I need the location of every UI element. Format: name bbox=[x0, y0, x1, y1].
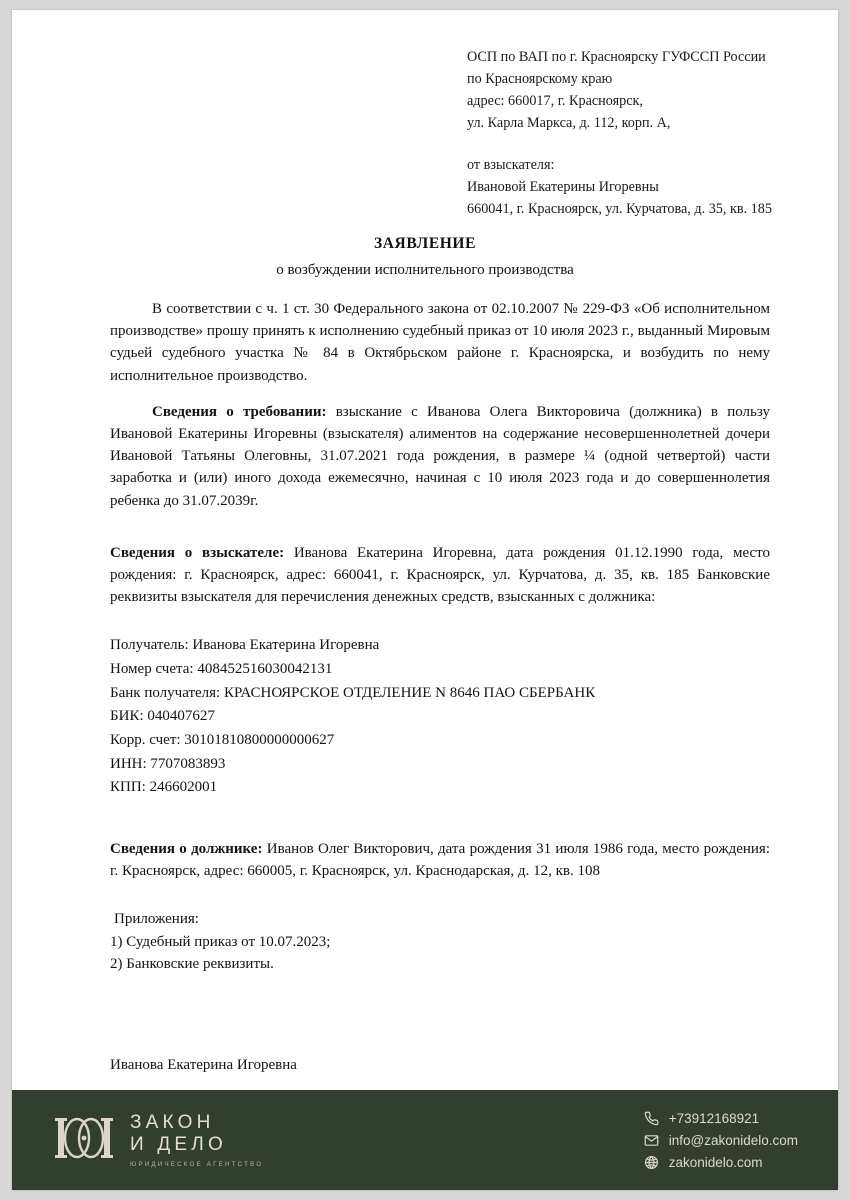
brand-tagline: ЮРИДИЧЕСКОЕ АГЕНТСТВО bbox=[130, 1161, 264, 1169]
spacer-before-attachments bbox=[110, 882, 770, 908]
debtor-text: Иванов Олег Викторович, дата рождения 31 июля 1986 года, место рождения: г. Красноярск, адрес: 660005, г. Красноярск, ул. Краснодарская, д. 12, кв. 108 bbox=[110, 841, 770, 880]
bank-detail-corr-account: Корр. счет: 30101810800000000627 bbox=[110, 732, 335, 748]
claimant-text: Иванова Екатерина Игоревна, дата рождения 01.12.1990 года, место рождения: г. Красноярск, адрес: 660041, г. Красноярск, ул. Курчатова, д. 35, кв. 185 Банковские реквизиты взыскателя для перечисления денежных средств, взысканных с должника: bbox=[110, 544, 770, 606]
spacer-before-claimant bbox=[110, 526, 770, 542]
bank-detail-account: Номер счета: 408452516030042131 bbox=[110, 660, 333, 677]
claim-lead: Сведения о требовании: bbox=[152, 403, 327, 420]
addressee-line-2: по Красноярскому краю bbox=[467, 71, 613, 87]
page-subtitle: о возбуждении исполнительного производства bbox=[276, 262, 574, 278]
debtor-lead: Сведения о должнике: bbox=[110, 841, 263, 858]
claimant-lead: Сведения о взыскателе: bbox=[110, 544, 285, 561]
sender-label: от взыскателя: bbox=[467, 157, 555, 173]
globe-icon bbox=[643, 1154, 660, 1171]
addressee-line-4: ул. Карла Маркса, д. 112, корп. А, bbox=[467, 115, 671, 131]
document-body bbox=[12, 10, 838, 1090]
bank-details-list bbox=[110, 634, 770, 800]
addressee-line-1: ОСП по ВАП по г. Красноярску ГУФССП России bbox=[467, 49, 766, 65]
brand-line-2: И ДЕЛО bbox=[130, 1134, 227, 1155]
claim-text: взыскание с Иванова Олега Викторовича (должника) в пользу Ивановой Екатерины Игоревны (взыскателя) алиментов на содержание несовершеннолетней дочери Ивановой Татьяны Олеговны, 31.07.2021 года рождения, в размере ¼ (одной четвертой) части заработка и (или) иного дохода ежемесячно, начиная с 10 июля 2023 года и до совершеннолетия ребенка до 31.07.2039г. bbox=[110, 403, 770, 509]
contact-phone[interactable] bbox=[643, 1110, 798, 1127]
attachments-heading: Приложения: bbox=[114, 911, 199, 928]
spacer-before-bank bbox=[110, 608, 770, 634]
contact-website[interactable] bbox=[643, 1154, 798, 1171]
sender-name: Ивановой Екатерины Игоревны bbox=[467, 179, 659, 195]
attachments-block bbox=[110, 908, 770, 976]
bank-detail-kpp: КПП: 246602001 bbox=[110, 779, 218, 796]
contact-phone-value: +73912168921 bbox=[668, 1110, 760, 1126]
sender-address: 660041, г. Красноярск, ул. Курчатова, д. 35, кв. 185 bbox=[467, 201, 772, 217]
contact-website-value: zakonidelo.com bbox=[668, 1154, 763, 1170]
addressee-line-3: адрес: 660017, г. Красноярск, bbox=[467, 93, 643, 109]
contact-email[interactable] bbox=[643, 1132, 798, 1149]
title-block bbox=[12, 235, 838, 279]
brand-line-1: ЗАКОН bbox=[130, 1111, 215, 1133]
envelope-icon bbox=[643, 1132, 660, 1149]
bank-detail-bik: БИК: 040407627 bbox=[110, 708, 215, 725]
spacer-before-signature bbox=[110, 976, 770, 1054]
page-footer bbox=[12, 1090, 838, 1190]
paragraph-claim bbox=[110, 401, 770, 512]
paragraph-debtor bbox=[110, 838, 770, 882]
attachment-item-2: 2) Банковские реквизиты. bbox=[110, 956, 274, 973]
contacts-block bbox=[643, 1110, 798, 1171]
attachment-item-1: 1) Судебный приказ от 10.07.2023; bbox=[110, 933, 331, 950]
paragraph-claimant bbox=[110, 542, 770, 609]
bank-detail-recipient: Получатель: Иванова Екатерина Игоревна bbox=[110, 637, 380, 654]
bank-detail-bank-name: Банк получателя: КРАСНОЯРСКОЕ ОТДЕЛЕНИЕ N 8646 ПАО СБЕРБАНК bbox=[110, 684, 596, 701]
spacer-before-debtor bbox=[110, 800, 770, 838]
addressee-spacer bbox=[467, 134, 807, 154]
brand-block bbox=[54, 1108, 263, 1173]
monogram-icon bbox=[54, 1108, 116, 1173]
paragraph-legal-basis: В соответствии с ч. 1 ст. 30 Федерального закона от 02.10.2007 № 229-ФЗ «Об исполнительном производстве» прошу принять к исполнению судебный приказ от 10 июля 2023 г., выданный Мировым судьей судебного участка № 84 в Октябрьском районе г. Красноярска, и возбудить по нему исполнительное производство. bbox=[110, 301, 770, 384]
page-title: ЗАЯВЛЕНИЕ bbox=[373, 235, 477, 252]
phone-icon bbox=[643, 1110, 660, 1127]
document-page bbox=[12, 10, 838, 1190]
signature-name: Иванова Екатерина Игоревна bbox=[110, 1056, 297, 1073]
document-content bbox=[110, 298, 770, 1121]
bank-detail-inn: ИНН: 7707083893 bbox=[110, 755, 226, 772]
contact-email-value: info@zakonidelo.com bbox=[668, 1132, 798, 1148]
brand-text bbox=[130, 1112, 263, 1169]
addressee-block bbox=[467, 46, 807, 220]
